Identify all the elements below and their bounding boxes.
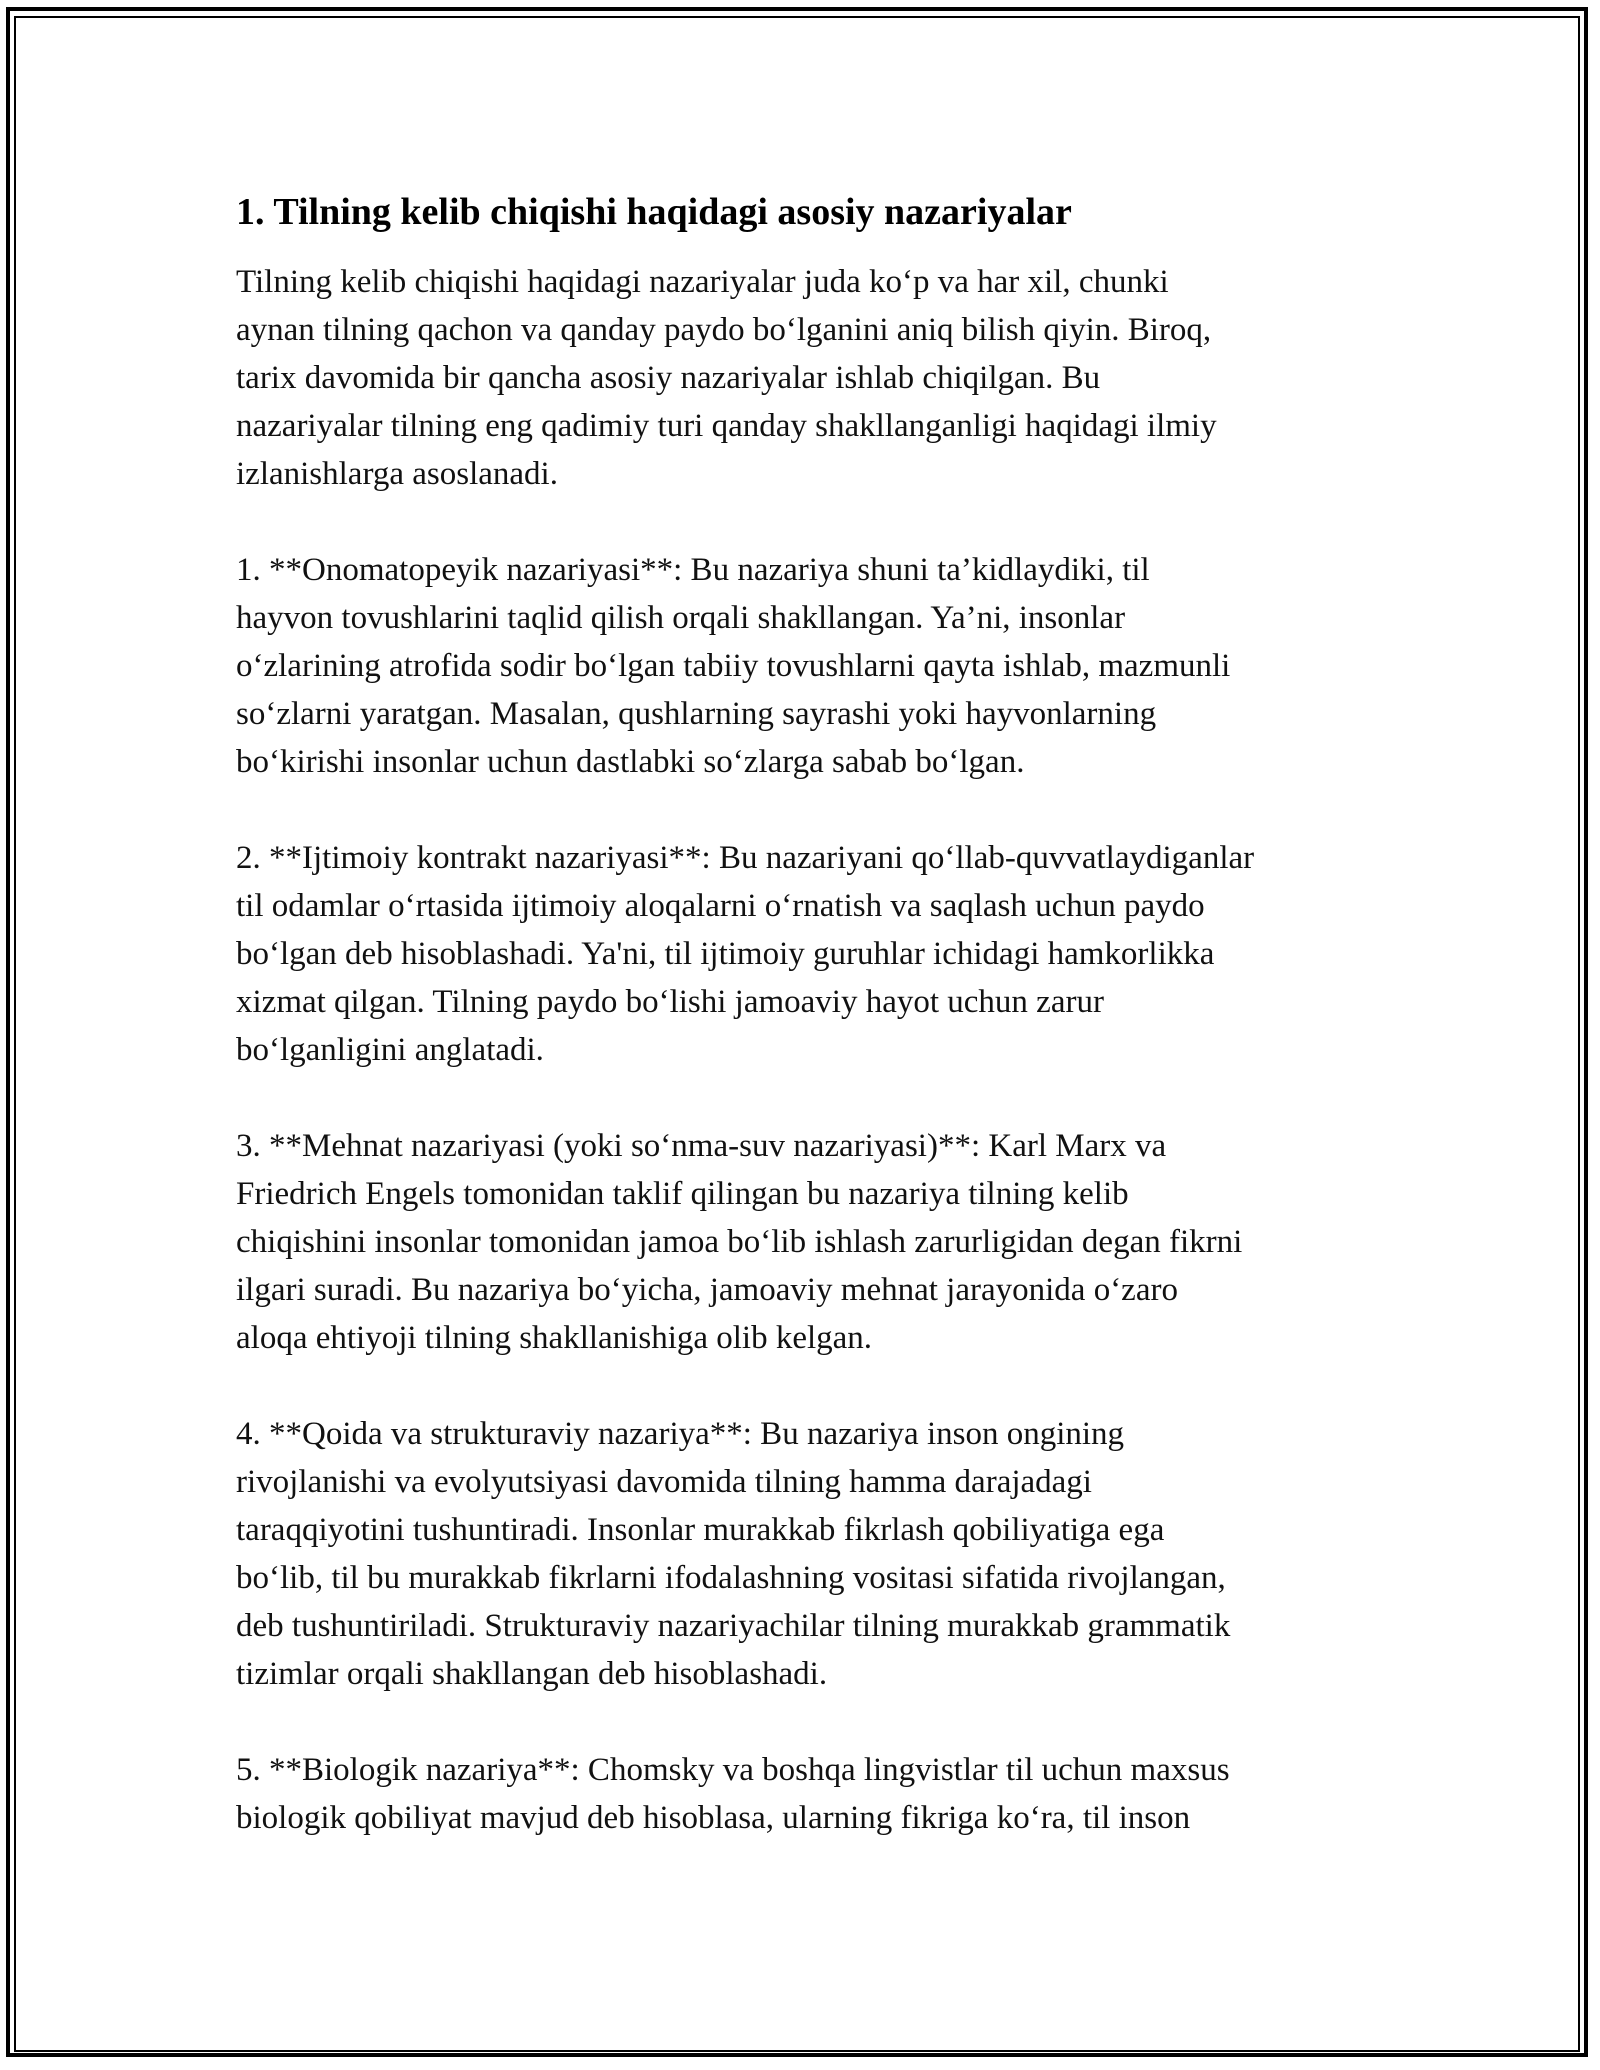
intro-paragraph: Tilning kelib chiqishi haqidagi nazariyalar juda ko‘p va har xil, chunki aynan tilning qachon va qanday paydo bo‘lganini aniq bilish qiyin. Biroq, tarix davomida bir qancha asosiy nazariyalar ishlab chiqilgan. Bu nazariyalar tilning eng qadimiy turi qanday shakllanganligi haqidagi ilmiy izlanishlarga asoslanadi.: [236, 264, 1217, 492]
theory-paragraph-structural: 4. **Qoida va strukturaviy nazariya**: Bu nazariya inson ongining rivojlanishi va evolyutsiyasi davomida tilning hamma darajadagi taraqqiyotini tushuntiradi. Insonlar murakkab fikrlash qobiliyatiga ega bo‘lib, til bu murakkab fikrlarni ifodalashning vositasi sifatida rivojlangan, deb tushuntiriladi. Strukturaviy nazariyachilar tilning murakkab grammatik tizimlar orqali shakllangan deb hisoblashadi.: [236, 1416, 1231, 1692]
theory-paragraph-labor: 3. **Mehnat nazariyasi (yoki so‘nma-suv nazariyasi)**: Karl Marx va Friedrich Engels tomonidan taklif qilingan bu nazariya tilning kelib chiqishini insonlar tomonidan jamoa bo‘lib ishlash zarurligidan degan fikrni ilgari suradi. Bu nazariya bo‘yicha, jamoaviy mehnat jarayonida o‘zaro aloqa ehtiyoji tilning shakllanishiga olib kelgan.: [236, 1128, 1243, 1356]
theory-paragraph-biological: 5. **Biologik nazariya**: Chomsky va boshqa lingvistlar til uchun maxsus biologik qobiliyat mavjud deb hisoblasa, ularning fikriga ko‘ra, til inson: [236, 1752, 1230, 1836]
theory-paragraph-social-contract: 2. **Ijtimoiy kontrakt nazariyasi**: Bu nazariyani qo‘llab-quvvatlaydiganlar til odamlar o‘rtasida ijtimoiy aloqalarni o‘rnatish va saqlash uchun paydo bo‘lgan deb hisoblashadi. Ya'ni, til ijtimoiy guruhlar ichidagi hamkorlikka xizmat qilgan. Tilning paydo bo‘lishi jamoaviy hayot uchun zarur bo‘lganligini anglatadi.: [236, 840, 1255, 1068]
section-heading: 1. Tilning kelib chiqishi haqidagi asosiy nazariyalar: [236, 191, 1072, 233]
theory-paragraph-onomatopoeic: 1. **Onomatopeyik nazariyasi**: Bu nazariya shuni ta’kidlaydiki, til hayvon tovushlarini taqlid qilish orqali shakllangan. Ya’ni, insonlar o‘zlarining atrofida sodir bo‘lgan tabiiy tovushlarni qayta ishlab, mazmunli so‘zlarni yaratgan. Masalan, qushlarning sayrashi yoki hayvonlarning bo‘kirishi insonlar uchun dastlabki so‘zlarga sabab bo‘lgan.: [236, 552, 1231, 780]
document-body: [236, 188, 1376, 1842]
